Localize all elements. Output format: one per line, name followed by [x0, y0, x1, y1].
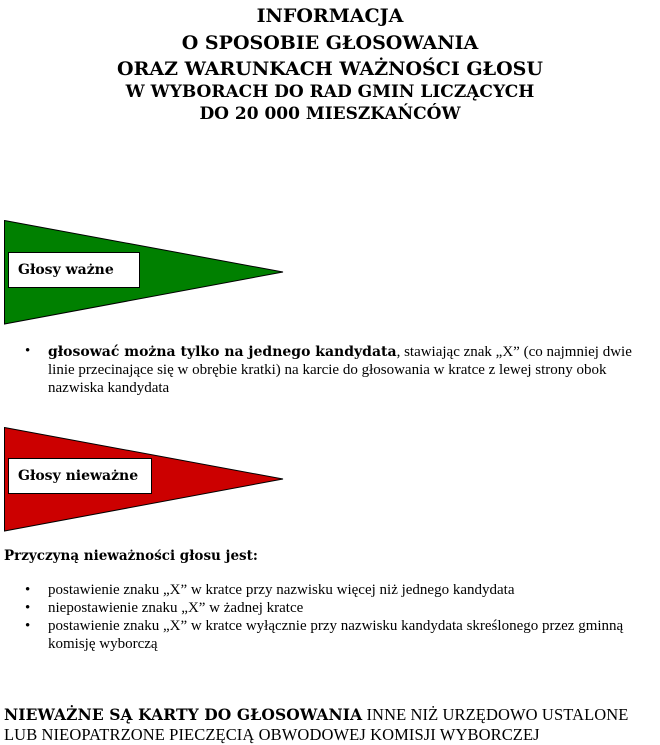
footer-text: INNE NIŻ URZĘDOWO USTALONE LUB NIEOPATRZONE PIECZĘCIĄ OBWODOWEJ KOMISJI WYBORCZEJ: [4, 705, 629, 744]
footer-bold: NIEWAŻNE SĄ KARTY DO GŁOSOWANIA: [4, 705, 363, 724]
invalid-votes-pennant: [4, 427, 284, 532]
header-line-1: INFORMACJA: [256, 5, 404, 27]
header-line-3: ORAZ WARUNKACH WAŻNOŚCI GŁOSU: [117, 58, 543, 80]
list-item: • postawienie znaku „X” w kratce przy nazwisku więcej niż jednego kandydata: [25, 581, 660, 599]
footer-notice: [4, 705, 658, 745]
invalid-cause-heading: Przyczyną nieważności głosu jest:: [4, 548, 258, 564]
invalid-votes-label: Głosy nieważne: [8, 458, 152, 494]
valid-rule-text: , stawiając znak „X” (co najmniej dwie linie przecinające się w obrębie kratki) na karcie do głosowania w kratce z lewej strony obok nazwiska kandydata: [48, 344, 632, 396]
header-line-4: W WYBORACH DO RAD GMIN LICZĄCYCH: [125, 82, 535, 102]
invalid-causes-list: [25, 581, 660, 653]
valid-votes-list: [25, 343, 660, 397]
header-line-5: DO 20 000 MIESZKAŃCÓW: [199, 104, 461, 124]
list-item: [25, 343, 660, 397]
list-item: • postawienie znaku „X” w kratce wyłącznie przy nazwisku kandydata skreślonego przez gminną komisję wyborczą: [25, 617, 660, 653]
valid-votes-pennant: [4, 220, 284, 325]
header-line-2: O SPOSOBIE GŁOSOWANIA: [181, 32, 479, 54]
list-item: • niepostawienie znaku „X” w żadnej kratce: [25, 599, 660, 617]
valid-rule-bold: głosować można tylko na jednego kandydata: [48, 344, 397, 360]
valid-votes-label: Głosy ważne: [8, 252, 140, 288]
